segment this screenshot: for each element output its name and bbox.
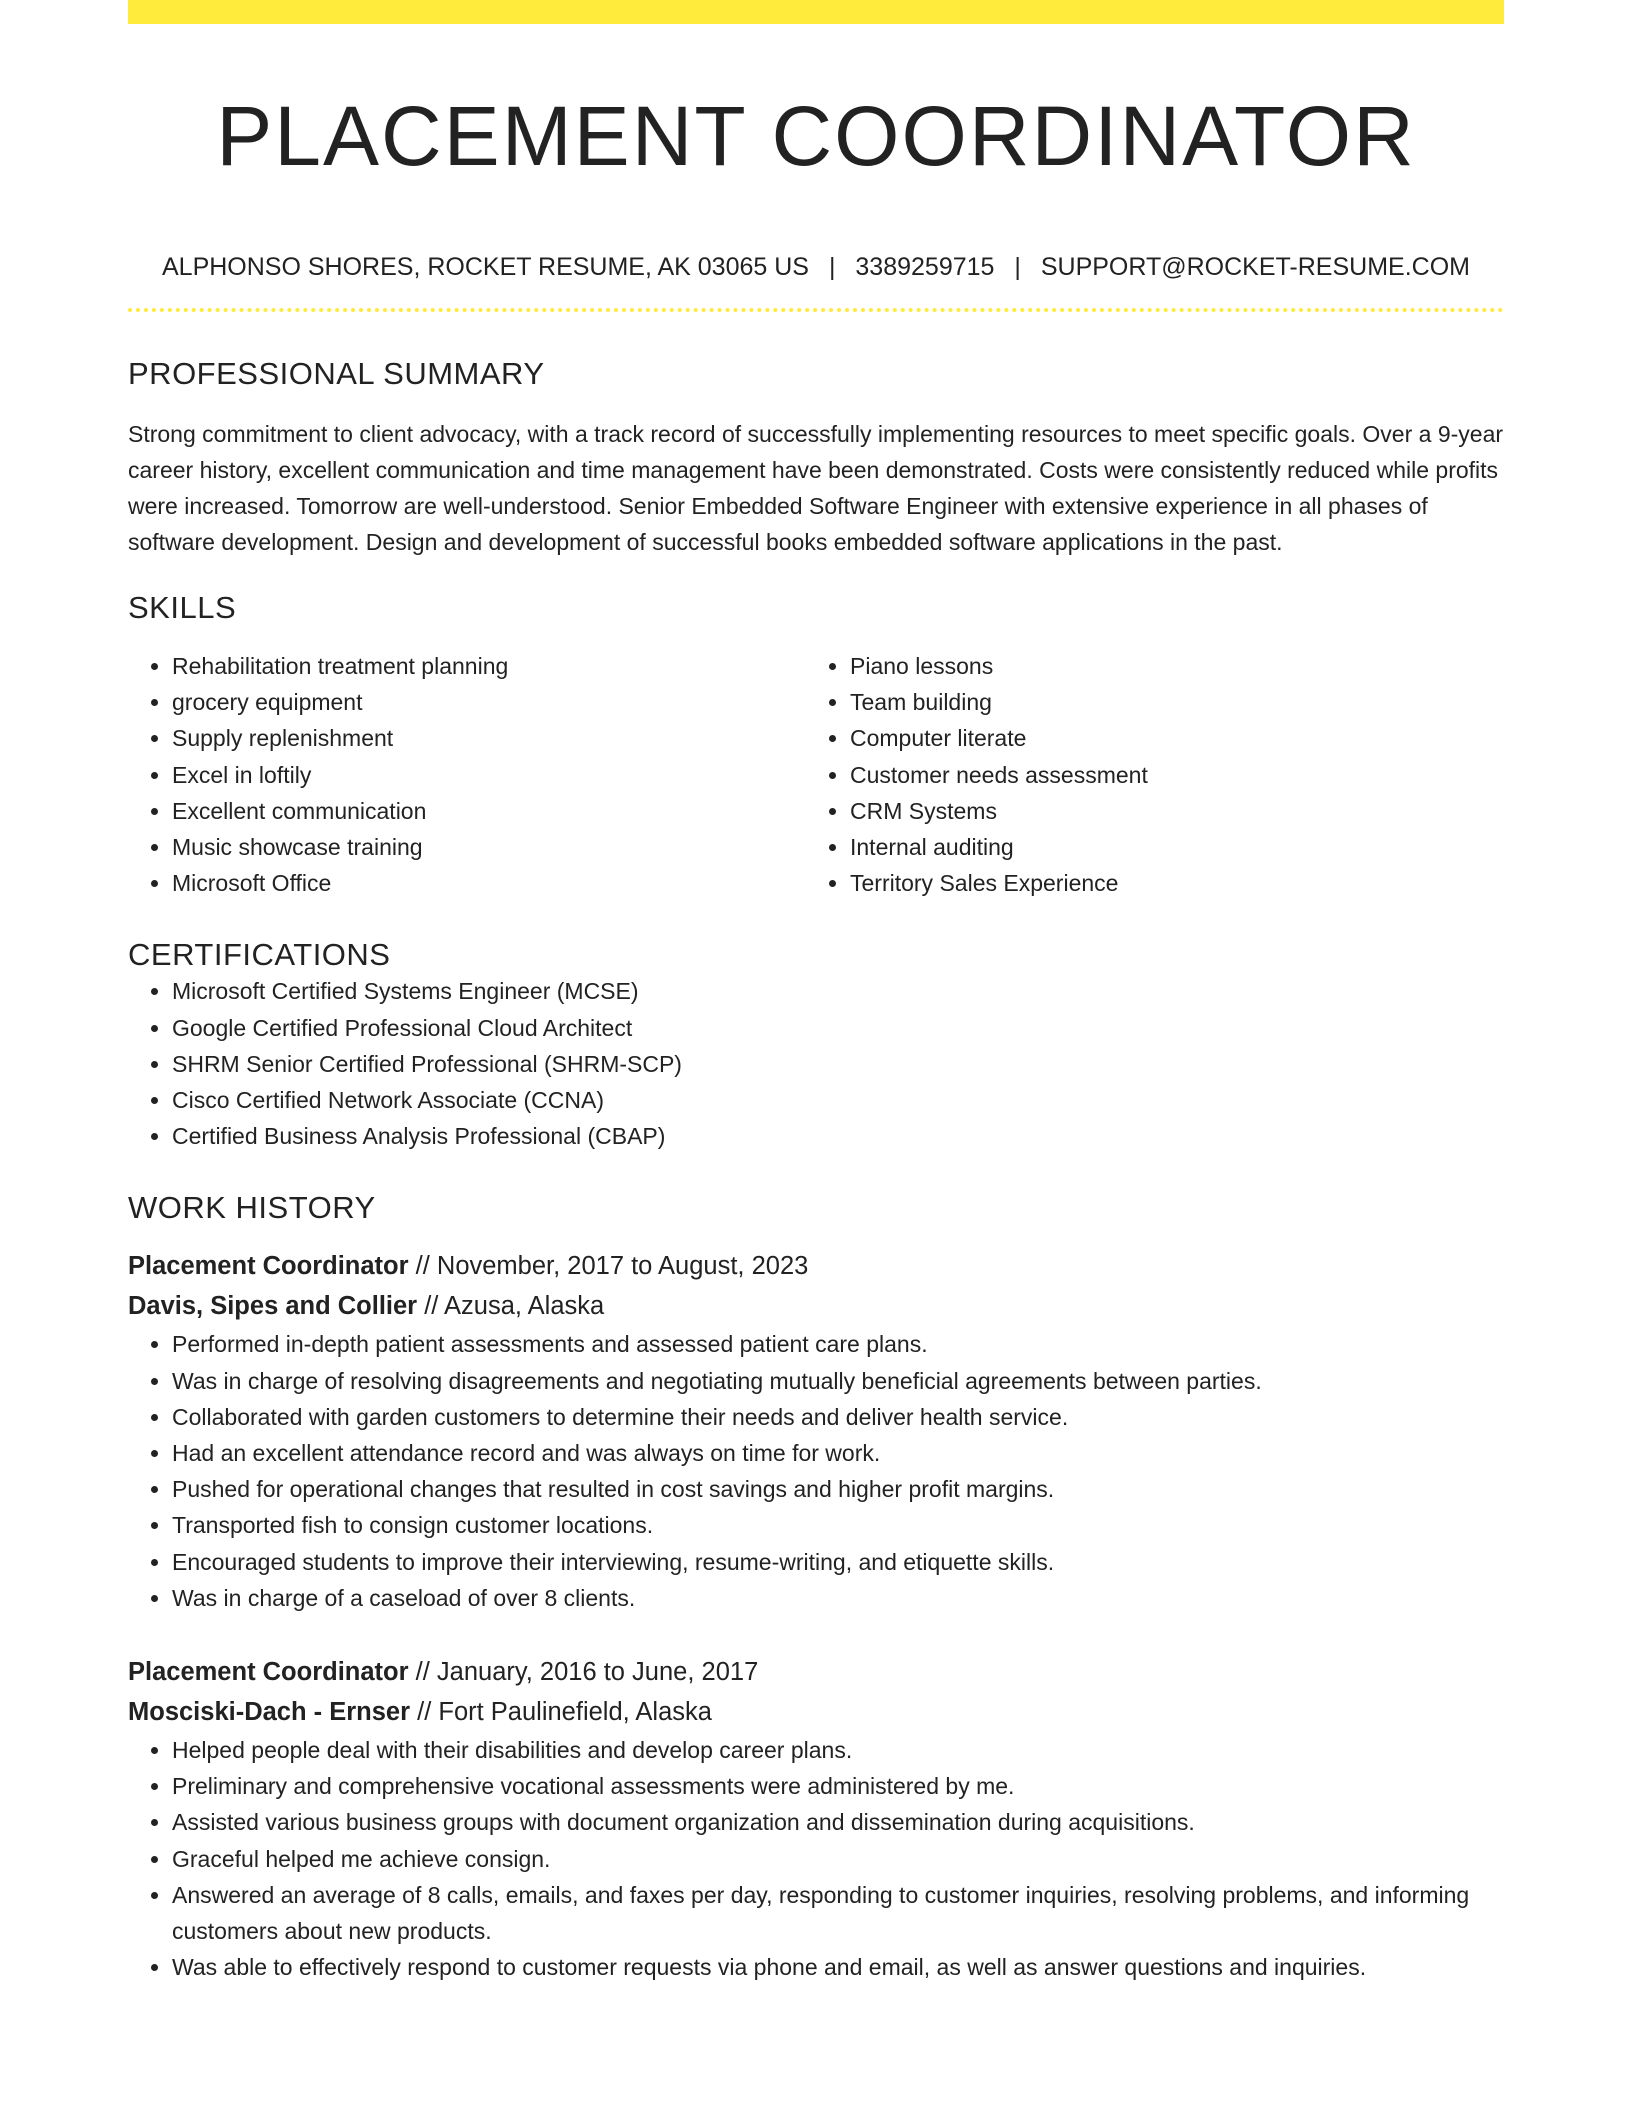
job-duty: • Assisted various business groups with document organization and dissemination during acquisitions. (172, 1804, 1504, 1840)
job-company: Mosciski-Dach - Ernser (128, 1698, 411, 1727)
job-duty: • Helped people deal with their disabilities and develop career plans. (172, 1732, 1504, 1768)
skill-item: • Microsoft Office (172, 865, 806, 901)
skill-item: • CRM Systems (850, 793, 1484, 829)
contact-separator: | (1014, 253, 1021, 281)
certifications-heading: CERTIFICATIONS (128, 937, 391, 973)
job-duty: • Pushed for operational changes that resulted in cost savings and higher profit margins. (172, 1471, 1504, 1507)
summary-heading: PROFESSIONAL SUMMARY (128, 356, 545, 391)
job-entry (128, 1246, 1504, 1616)
certifications-list (128, 973, 1504, 1154)
job-entry (128, 1652, 1504, 1985)
job-duty: • Was able to effectively respond to customer requests via phone and email, as well as answer questions and inquiries. (172, 1949, 1504, 1985)
job-title-line (128, 1652, 1504, 1692)
dotted-divider (128, 308, 1504, 312)
resume-title: PLACEMENT COORDINATOR (216, 89, 1416, 183)
skill-item: • Customer needs assessment (850, 757, 1484, 793)
skill-item: • Rehabilitation treatment planning (172, 648, 806, 684)
work-history-heading: WORK HISTORY (128, 1190, 376, 1226)
job-position: Placement Coordinator (128, 1658, 409, 1687)
skill-item: • Team building (850, 684, 1484, 720)
certification-item: • SHRM Senior Certified Professional (SHRM-SCP) (172, 1046, 1504, 1082)
summary-text: Strong commitment to client advocacy, with a track record of successfully implementing resources to meet specific goals. Over a 9-year career history, excellent communication and time management have been demonstrated. Costs were consistently reduced while profits were increased. Tomorrow are well-understood. Senior Embedded Software Engineer with extensive experience in all phases of software development. Design and development of successful books embedded software applications in the past. (128, 421, 1504, 555)
skills-right-column (806, 648, 1484, 901)
certification-item: • Google Certified Professional Cloud Architect (172, 1010, 1504, 1046)
skill-item: • Excel in loftily (172, 757, 806, 793)
resume-page (128, 0, 1504, 1985)
contact-address: ALPHONSO SHORES, ROCKET RESUME, AK 03065 US (162, 253, 809, 281)
job-duty: • Answered an average of 8 calls, emails, and faxes per day, responding to customer inquiries, resolving problems, and informing customers about new products. (172, 1877, 1504, 1949)
job-duty: • Encouraged students to improve their interviewing, resume-writing, and etiquette skills. (172, 1544, 1504, 1580)
skills-left-list (128, 648, 806, 901)
contact-line (128, 252, 1504, 282)
job-duty: • Had an excellent attendance record and was always on time for work. (172, 1435, 1504, 1471)
skills-right-list (806, 648, 1484, 901)
job-location: // Fort Paulinefield, Alaska (410, 1698, 712, 1727)
contact-separator: | (828, 253, 836, 281)
job-company-line (128, 1692, 1504, 1732)
job-duty: • Was in charge of a caseload of over 8 clients. (172, 1580, 1504, 1616)
skill-item: • Computer literate (850, 720, 1484, 756)
job-duty: • Preliminary and comprehensive vocational assessments were administered by me. (172, 1768, 1504, 1804)
skill-item: • grocery equipment (172, 684, 806, 720)
job-duties-list (128, 1732, 1504, 1985)
skill-item: • Piano lessons (850, 648, 1484, 684)
certification-item: • Cisco Certified Network Associate (CCNA) (172, 1082, 1504, 1118)
contact-email: SUPPORT@ROCKET-RESUME.COM (1040, 253, 1470, 281)
skill-item: • Internal auditing (850, 829, 1484, 865)
job-company-line (128, 1286, 1504, 1326)
job-title-line (128, 1246, 1504, 1286)
job-location: // Azusa, Alaska (417, 1292, 605, 1321)
skills-heading: SKILLS (128, 590, 237, 625)
skills-columns (128, 648, 1504, 901)
certification-item: • Certified Business Analysis Professional (CBAP) (172, 1118, 1504, 1154)
job-duty: • Performed in-depth patient assessments and assessed patient care plans. (172, 1326, 1504, 1362)
skill-item: • Excellent communication (172, 793, 806, 829)
contact-phone: 3389259715 (855, 253, 995, 281)
skill-item: • Supply replenishment (172, 720, 806, 756)
job-dates: // November, 2017 to August, 2023 (408, 1252, 809, 1281)
accent-top-bar (128, 0, 1504, 24)
job-dates: // January, 2016 to June, 2017 (408, 1658, 759, 1687)
skill-item: • Territory Sales Experience (850, 865, 1484, 901)
job-duty: • Graceful helped me achieve consign. (172, 1841, 1504, 1877)
skills-left-column (128, 648, 806, 901)
job-company: Davis, Sipes and Collier (128, 1292, 418, 1321)
job-duty: • Collaborated with garden customers to determine their needs and deliver health service. (172, 1399, 1504, 1435)
job-duty: • Was in charge of resolving disagreements and negotiating mutually beneficial agreements between parties. (172, 1363, 1504, 1399)
job-duties-list (128, 1326, 1504, 1616)
certification-item: • Microsoft Certified Systems Engineer (MCSE) (172, 973, 1504, 1009)
skill-item: • Music showcase training (172, 829, 806, 865)
job-position: Placement Coordinator (128, 1252, 409, 1281)
job-duty: • Transported fish to consign customer locations. (172, 1507, 1504, 1543)
